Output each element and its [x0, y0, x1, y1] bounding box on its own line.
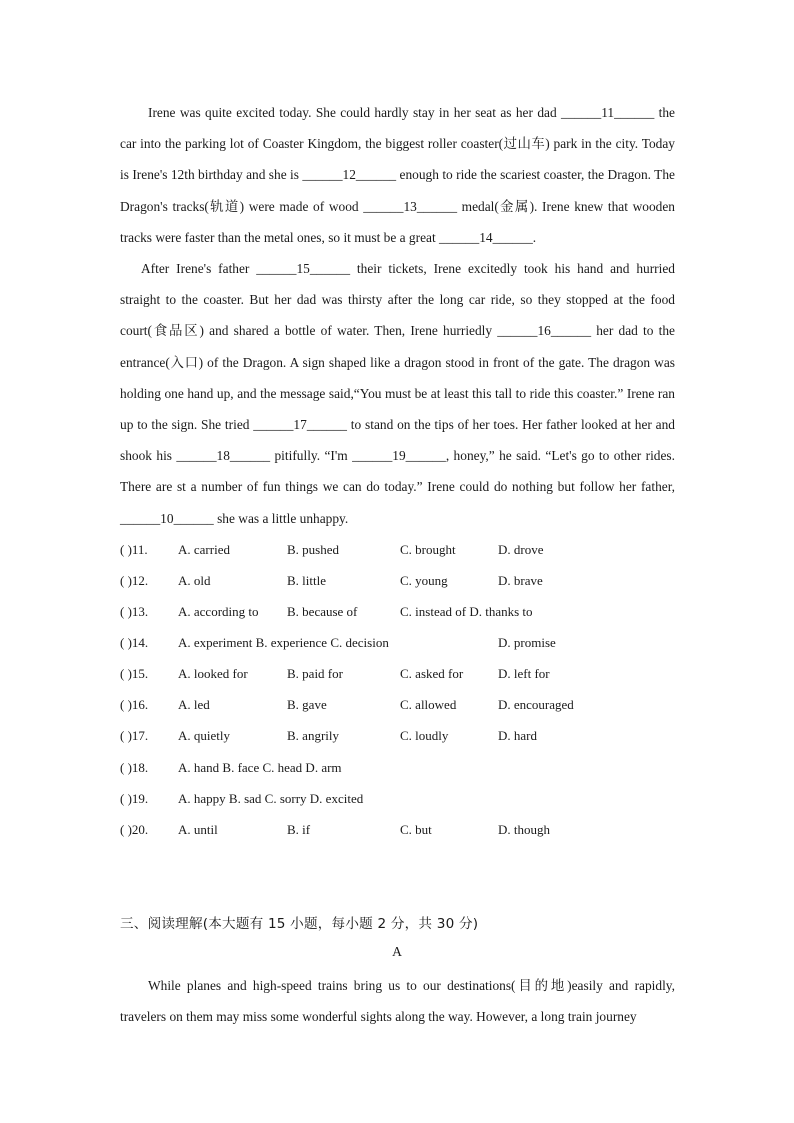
reading-paragraph-1-text: While planes and high-speed trains bring us to our destinations(目的地)easily and rapidly, travelers on them may miss some wonderful sights along the way. However, a long train journey — [120, 978, 675, 1025]
passage-paragraph-1 — [120, 97, 675, 253]
question-row — [120, 720, 675, 751]
answer-option[interactable]: C. loudly — [400, 728, 449, 744]
answer-option[interactable]: A. old — [178, 572, 211, 588]
answer-option[interactable]: B. if — [287, 821, 311, 837]
question-number: ( )15. — [120, 666, 149, 682]
question-row — [120, 565, 675, 596]
answer-option[interactable]: C. instead of D. thanks to — [400, 604, 533, 620]
answer-option[interactable]: A. hand B. face C. head D. arm — [178, 759, 342, 775]
question-number: ( )11. — [120, 541, 148, 557]
answer-option[interactable]: A. looked for — [178, 666, 248, 682]
question-number: ( )14. — [120, 635, 149, 651]
answer-option[interactable]: C. but — [400, 821, 432, 837]
answer-option[interactable]: B. angrily — [287, 728, 339, 744]
cloze-passage — [120, 97, 675, 845]
question-number: ( )13. — [120, 604, 149, 620]
question-row — [120, 658, 675, 689]
question-number: ( )19. — [120, 790, 149, 806]
passage-paragraph-2 — [120, 253, 675, 534]
answer-option[interactable]: A. happy B. sad C. sorry D. excited — [178, 790, 364, 806]
section-title: 三、阅读理解(本大题有 15 小题，每小题 2 分，共 30 分) — [120, 916, 479, 932]
answer-option[interactable]: C. young — [400, 572, 448, 588]
answer-option[interactable]: D. encouraged — [498, 697, 574, 713]
answer-option[interactable]: B. paid for — [287, 666, 343, 682]
answer-option[interactable]: A. quietly — [178, 728, 230, 744]
question-row — [120, 783, 675, 814]
question-number: ( )18. — [120, 759, 149, 775]
question-number: ( )12. — [120, 572, 149, 588]
question-row — [120, 534, 675, 565]
answer-option[interactable]: D. brave — [498, 572, 543, 588]
answer-option[interactable]: D. hard — [498, 728, 537, 744]
answer-option[interactable]: A. led — [178, 697, 210, 713]
answer-option[interactable]: B. little — [287, 572, 326, 588]
answer-option[interactable]: A. until — [178, 821, 218, 837]
answer-option[interactable]: D. drove — [498, 541, 544, 557]
answer-option[interactable]: D. left for — [498, 666, 550, 682]
question-number: ( )17. — [120, 728, 149, 744]
answer-option[interactable]: D. though — [498, 821, 550, 837]
question-row — [120, 752, 675, 783]
question-number: ( )16. — [120, 697, 149, 713]
paragraph-1-text: Irene was quite excited today. She could hardly stay in her seat as her dad ______11______ the car into the parking lot of Coaster Kingdom, the biggest roller coaster(过山车) park in the city. Today is Irene's 12th birthday and she is ______12______ enough to ride the scariest coaster, the Dragon. The Dragon's tracks(轨道) were made of wood ______13______ medal(金属). Irene knew that wooden tracks were faster than the metal ones, so it must be a great ______14______. — [120, 105, 675, 245]
answer-option[interactable]: A. experiment B. experience C. decision — [178, 635, 389, 651]
answer-option[interactable]: A. according to — [178, 604, 259, 620]
reading-passage-a — [120, 970, 675, 1032]
answer-option[interactable]: D. promise — [498, 635, 556, 651]
question-row — [120, 814, 675, 845]
answer-option[interactable]: B. pushed — [287, 541, 339, 557]
question-list — [120, 534, 675, 845]
reading-paragraph-1 — [120, 970, 675, 1032]
question-row — [120, 596, 675, 627]
question-row — [120, 689, 675, 720]
answer-option[interactable]: A. carried — [178, 541, 230, 557]
answer-option[interactable]: B. gave — [287, 697, 327, 713]
paragraph-2-text: After Irene's father ______15______ their tickets, Irene excitedly took his hand and hurried straight to the coaster. But her dad was thirsty after the long car ride, so they stopped at the food court(食品区) and shared a bottle of water. Then, Irene hurriedly ______16______ her dad to the entrance(入口) of the Dragon. A sign shaped like a dragon stood in front of the gate. The dragon was holding one hand up, and the message said,“You must be at least this tall to ride this coaster.” Irene ran up to the sign. She tried ______17______ to stand on the tips of her toes. Her father looked at her and shook his ______18______ pitifully. “I'm ______19______, honey,” he said. “Let's go to other rides. There are st a number of fun things we can do today.” Irene could do nothing but follow her father, ______10______ she was a little unhappy. — [120, 261, 675, 526]
answer-option[interactable]: C. asked for — [400, 666, 464, 682]
answer-option[interactable]: C. allowed — [400, 697, 457, 713]
passage-letter: A — [392, 944, 402, 959]
question-number: ( )20. — [120, 821, 149, 837]
answer-option[interactable]: B. because of — [287, 604, 358, 620]
question-row — [120, 627, 675, 658]
answer-option[interactable]: C. brought — [400, 541, 456, 557]
